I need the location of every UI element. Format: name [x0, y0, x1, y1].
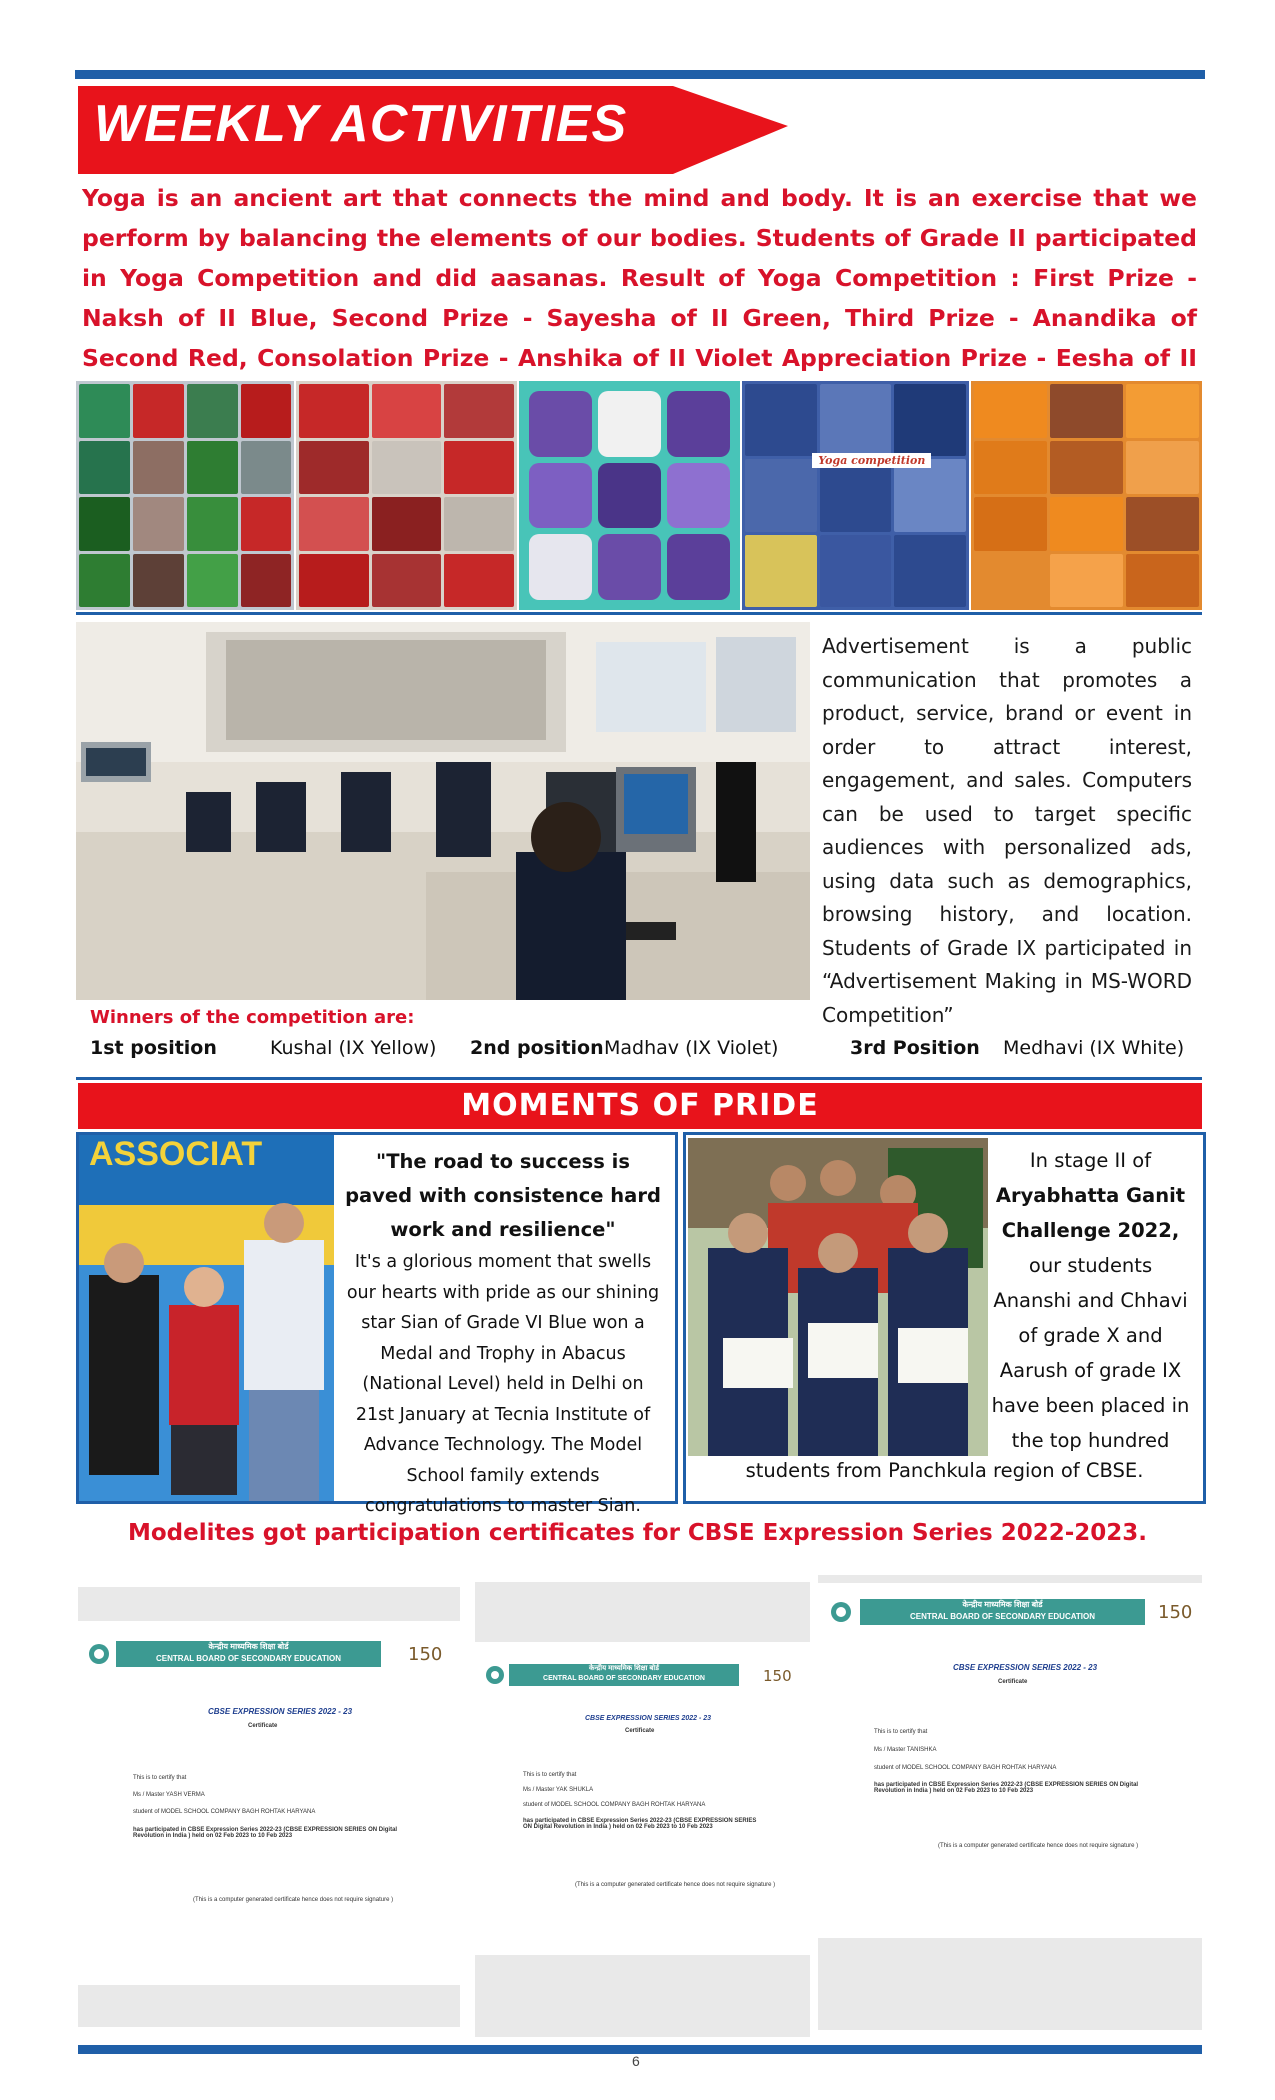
cert-word: Certificate — [625, 1728, 655, 1734]
first-position-name: Kushal (IX Yellow) — [270, 1037, 437, 1059]
pride-quote: "The road to success is paved with consistence hard work and resilience" — [345, 1150, 661, 1241]
aryabhatta-tail-text: students from Panchkula region of CBSE. — [745, 1459, 1144, 1482]
banner-text: ASSOCIAT — [89, 1135, 263, 1173]
yoga-intro-paragraph: Yoga is an ancient art that connects the mind and body. It is an exercise that we perform by balancing the elements of our bodies. Students of Grade II participated in Yoga Competition and did aasanas. Result of Yoga Competition : First Prize - Naksh of II Blue, Second Prize - Sayesha of II Green, Third Prize - Anandika of Second Red, Consolation Prize - Anshika of II Violet Appreciation Prize - Eesha of II — [82, 184, 1197, 372]
second-position-label-text: 2nd position — [470, 1037, 604, 1059]
weekly-activities-banner — [78, 86, 788, 174]
cert-board-band — [860, 1599, 1145, 1625]
cert-student-name: YASH VERMA — [165, 1792, 205, 1798]
cert-certify-line: This is to certify that — [874, 1729, 928, 1735]
cert-bottom-shade — [475, 1955, 810, 2037]
board-english: CENTRAL BOARD OF SECONDARY EDUCATION — [543, 1675, 705, 1682]
certificates-heading: Modelites got participation certificates for CBSE Expression Series 2022-2023. — [127, 1520, 1148, 1546]
pride-box-aryabhatta — [683, 1132, 1206, 1504]
winners-heading: Winners of the competition are: — [90, 1007, 415, 1028]
third-position-label — [850, 1037, 980, 1059]
collage-tile-2 — [296, 381, 518, 610]
cert-footer: (This is a computer generated certificate hence does not require signature ) — [193, 1897, 394, 1903]
cert-series-title: CBSE EXPRESSION SERIES 2022 - 23 — [208, 1707, 353, 1716]
cert-certify-line: This is to certify that — [523, 1772, 577, 1778]
cert-top-shade — [818, 1575, 1202, 1583]
cert-top-shade — [475, 1582, 810, 1642]
anniversary-emblem-icon — [1158, 1599, 1194, 1623]
board-hindi: केन्द्रीय माध्यमिक शिक्षा बोर्ड — [962, 1600, 1043, 1609]
cert-student-line — [874, 1747, 936, 1753]
certificate-card-1 — [78, 1587, 460, 2027]
certificate-card-2 — [475, 1582, 810, 2037]
second-position-label — [470, 1037, 604, 1059]
page-number: 6 — [632, 2053, 640, 2069]
board-hindi: केन्द्रीय माध्यमिक शिक्षा बोर्ड — [589, 1665, 659, 1672]
cert-bottom-shade — [78, 1985, 460, 2027]
cert-participated: has participated in CBSE Expression Series 2022-23 (CBSE EXPRESSION SERIES ON Digital Revolution in India ) held on 02 Feb 2023 to 10 Feb 2023 — [523, 1818, 757, 1830]
cert-certify-line: This is to certify that — [133, 1775, 187, 1781]
cert-footer: (This is a computer generated certificate hence does not require signature ) — [938, 1843, 1139, 1849]
cert-school-line: student of MODEL SCHOOL COMPANY BAGH ROHTAK HARYANA — [523, 1802, 706, 1808]
collage-tile-5 — [971, 381, 1202, 610]
cert-board-band — [116, 1641, 381, 1667]
aryabhatta-text — [988, 1143, 1193, 1458]
yoga-photo-collage — [76, 381, 1202, 610]
cert-word: Certificate — [248, 1723, 278, 1729]
first-position-label-text: 1st position — [90, 1037, 217, 1059]
cert-student-name: TANISHKA — [906, 1747, 937, 1753]
computer-lab-photo — [76, 622, 810, 1000]
stage-bold-text: Aryabhatta Ganit Challenge 2022, — [995, 1184, 1186, 1242]
banner-title: WEEKLY ACTIVITIES — [94, 95, 628, 153]
board-hindi: केन्द्रीय माध्यमिक शिक्षा बोर्ड — [208, 1642, 289, 1651]
cbse-logo-icon — [485, 1665, 505, 1685]
stage-post-text: our students Ananshi and Chhavi of grade X and Aarush of grade IX have been placed in the top hundred — [991, 1254, 1190, 1452]
collage-tile-3 — [519, 381, 742, 610]
cert-student-line — [523, 1787, 593, 1793]
abacus-achievement-text: It's a glorious moment that swells our hearts with pride as our shining star Sian of Grade VI Blue won a Medal and Trophy in Abacus (National Level) held in Delhi on 21st January at Tecnia Institute of Advance Technology. The Model School family extends congratulations to master Sian. — [346, 1252, 660, 1516]
third-position-label-text: 3rd Position — [850, 1037, 980, 1059]
abacus-award-photo — [79, 1135, 334, 1501]
cbse-logo-icon — [88, 1643, 110, 1665]
pride-box-abacus — [76, 1132, 678, 1516]
bottom-rule — [78, 2045, 1202, 2054]
cert-school-line: student of MODEL SCHOOL COMPANY BAGH ROHTAK HARYANA — [874, 1765, 1057, 1771]
cert-board-band — [509, 1664, 739, 1686]
top-rule — [75, 70, 1205, 79]
third-position-name: Medhavi (IX White) — [1003, 1037, 1185, 1059]
svg-text:150: 150 — [763, 1667, 792, 1685]
svg-text:150: 150 — [1158, 1602, 1193, 1623]
cert-school-line: student of MODEL SCHOOL COMPANY BAGH ROHTAK HARYANA — [133, 1809, 316, 1815]
cbse-logo-icon — [830, 1601, 852, 1623]
collage-tile-1 — [76, 381, 296, 610]
anniversary-emblem-icon — [408, 1641, 444, 1665]
certificate-card-3 — [818, 1575, 1202, 2030]
board-english: CENTRAL BOARD OF SECONDARY EDUCATION — [909, 1612, 1096, 1621]
cert-student-line — [133, 1792, 205, 1798]
first-position-label — [90, 1037, 217, 1059]
stage-pre-text: In stage II of — [1029, 1149, 1152, 1172]
collage-tile-4 — [742, 381, 970, 610]
cert-student-prefix: Ms / Master — [523, 1787, 555, 1793]
moments-of-pride-header: MOMENTS OF PRIDE — [78, 1083, 1202, 1129]
cert-student-prefix: Ms / Master — [874, 1747, 906, 1753]
collage-underline — [76, 612, 1202, 615]
cert-participated: has participated in CBSE Expression Series 2022-23 (CBSE EXPRESSION SERIES ON Digital Revolution in India ) held on 02 Feb 2023 to 10 Feb 2023 — [133, 1827, 398, 1839]
cert-series-title: CBSE EXPRESSION SERIES 2022 - 23 — [953, 1663, 1098, 1672]
cert-series-title: CBSE EXPRESSION SERIES 2022 - 23 — [585, 1715, 712, 1722]
cert-student-prefix: Ms / Master — [133, 1792, 165, 1798]
second-position-name: Madhav (IX Violet) — [604, 1037, 779, 1059]
cert-word: Certificate — [998, 1679, 1028, 1685]
advertisement-paragraph: Advertisement is a public communication that promotes a product, service, brand or event in order to attract interest, engagement, and sales. Computers can be used to target specific audiences with personalized ads, using data such as demographics, browsing history, and location. Students of Grade IX participated in “Advertisement Making in MS-WORD Competition” — [822, 634, 1192, 1027]
cert-footer: (This is a computer generated certificate hence does not require signature ) — [575, 1882, 776, 1888]
cert-top-shade — [78, 1587, 460, 1621]
cert-participated: has participated in CBSE Expression Series 2022-23 (CBSE EXPRESSION SERIES ON Digital Revolution in India ) held on 02 Feb 2023 to 10 Feb 2023 — [874, 1782, 1139, 1794]
yoga-competition-label: Yoga competition — [812, 453, 931, 468]
section-rule — [76, 1077, 1202, 1080]
cert-bottom-shade — [818, 1938, 1202, 2030]
board-english: CENTRAL BOARD OF SECONDARY EDUCATION — [155, 1654, 342, 1663]
cert-student-name: YAK SHUKLA — [555, 1787, 594, 1793]
anniversary-emblem-icon — [763, 1664, 793, 1686]
svg-text:150: 150 — [408, 1644, 443, 1665]
computer-lab-illustration — [76, 622, 810, 1000]
aryabhatta-students-photo — [688, 1138, 988, 1456]
